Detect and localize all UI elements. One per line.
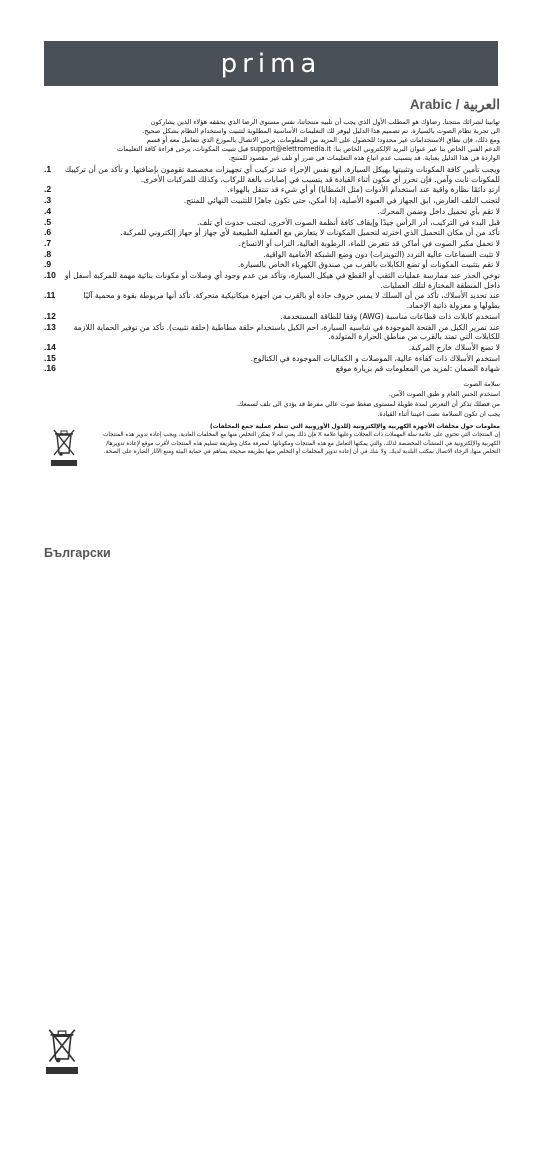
item-text: قبل البدء في التركيب، أدر الرأس جيدًا وإيقاف كافة أنظمة الصوت الأخرى، لتجنب حدوث أي تلف. [196, 217, 500, 227]
item-text: لا تقم بأي تحميل داخل وضمن المحرك. [377, 206, 500, 216]
safety-heading: سلامة الصوت [463, 380, 500, 389]
item-number: 12. [44, 310, 56, 321]
bottom-weee-icon-container [44, 1026, 80, 1074]
weee-bar [46, 1067, 78, 1074]
item-text: استخدم كابلات ذات قطاعات مناسبة (AWG) وفقا للطاقة المستخدمة. [280, 311, 500, 321]
weee-icon-container [44, 423, 84, 466]
item-text: لا تقم بتثبيت المكونات أو تضع الكابلات بالقرب من صندوق الكهرباء الخاص بالسيارة. [237, 260, 500, 270]
intro-line: الواردة في هذا الدليل بعناية. قد يتسبب عدم اتباع هذه التعليمات في ضرر أو تلف غير مقصود للمنتج. [228, 154, 500, 162]
item-text: استخدم الأسلاك ذات كفاءة عالية، الموصلات و الكماليات الموجودة في الكتالوج. [250, 353, 500, 363]
crossed-out-bin-icon [51, 427, 77, 457]
list-item [44, 354, 500, 364]
list-item [44, 343, 500, 353]
item-text: لتجنب التلف العارض، ابق الجهاز في العبوة الأصلية، إذا أمكن، حتى تكون جاهزًا للتثبيت النهائي للمنتج. [183, 196, 500, 206]
list-item [44, 196, 500, 206]
item-text: ارتدِ دائمًا نظارة واقية عند استخدام الأدوات (مثل الشظايا) أو أي شيء قد تنتقل بالهواء. [227, 185, 500, 195]
list-item [44, 323, 500, 342]
list-item [44, 364, 500, 374]
brand-header [44, 41, 498, 86]
list-item [44, 239, 500, 249]
weee-bar [51, 460, 77, 466]
brand-logo: prima [220, 48, 322, 79]
crossed-out-bin-icon [45, 1026, 79, 1064]
item-number: 15. [44, 352, 56, 363]
item-text: لا تضع الأسلاك خارج المركبة. [408, 342, 500, 352]
instruction-list [44, 165, 500, 374]
list-item [44, 218, 500, 228]
list-item [44, 312, 500, 322]
item-text: تأكد من أن مكان التحميل الذي اخترته لتحميل المكونات لا يتعارض مع العملية الطبيعية لأي جهاز أو جهاز إلكتروني للمركبة. [120, 228, 500, 238]
safety-line: يجب ان تكون السلامة نصب اعيننا أثناء القيادة. [377, 410, 500, 419]
list-item [44, 228, 500, 238]
item-number: 2. [44, 184, 52, 195]
intro-line: الدعم الفني الخاص بنا عبر عنوان البريد الإلكتروني الخاص بنا: support@elettromedia.it قبل تثبيت المكونات، يرجى قراءة كافة التعليمات [117, 145, 500, 153]
item-number: 7. [44, 237, 52, 248]
section-title-bulgarian: Български [44, 546, 111, 560]
item-number: 1. [44, 164, 52, 174]
item-text: لا تحمل مكبر الصوت في أماكن قد تتعرض للماء، الرطوبة العالية، التراب أو الاتساخ. [238, 238, 500, 248]
list-item [44, 260, 500, 270]
item-text: عند تمرير الكبل من الفتحة الموجودة في شاسيه السيارة، احم الكبل باستخدام حلقة مطاطية (حلقة تثبيت). تأكد من توفير الحماية اللازمة للكابلات التي تمتد بالقرب من مناطق الحرارة المتولدة. [73, 322, 500, 342]
list-item [44, 271, 500, 290]
item-number: 5. [44, 216, 52, 227]
item-number: 6. [44, 227, 52, 238]
item-text: توخي الحذر عند ممارسة عمليات الثقب أو القطع في هيكل السيارة، وتأكد من عدم وجود أي وصلات أو مكونات بنائية مهمة للمركبة أسفل أو داخل المنطقة المختارة لتلك العمليات. [64, 271, 500, 290]
item-number: 8. [44, 248, 52, 259]
list-item [44, 185, 500, 195]
item-number: 3. [44, 195, 52, 206]
item-number: 14. [44, 341, 56, 352]
item-number: 11. [44, 290, 56, 301]
weee-body: إن المنتجات التي تحتوي على علامة سلة المهملات ذات العجلات وعليها علامة X فإن ذلك يعني أنه لا يمكن التخلص منها مع المخلفات العادية. ويجب إعادة تدوير هذه المنتجات الكهربية والإلكترونية في المنشآت المخصصة لذلك، والتي يمكنها التعامل مع هذه المنتجات ومكوناتها. لمعرفة مكان وطريقة تسليم هذه المنتجات لأقرب موقع لإعادة تدويرها/ التخلص منها، الرجاء الاتصال بمكتب البلدية لديك. ولا شك في أن إعادة تدوير المخلفات أو التخلص منها بطريقة صحيحة يساهم في حماية البيئة ومنع الآثار الضارة على الصحة. [103, 432, 500, 456]
weee-title: معلومات حول مخلفات الأجهزة الكهربية والإلكترونية (للدول الأوروبية التي تنظم عملية جمع المخلفات) [209, 424, 500, 431]
item-number: 16. [44, 363, 56, 374]
weee-text-block [92, 423, 500, 457]
weee-notice [44, 423, 500, 466]
item-text: لا تثبت السماعات عالية التردد (التويترات) دون وضع الشبكة الأمامية الواقية. [263, 249, 500, 259]
intro-line: تهانينا لشرائك منتجنا. رضاؤك هو المطلب الأول الذي يجب أن نلبيه منتجاتنا، نفس مستوى الرضا الذي يحققه هؤلاء الذين يشاركون [150, 118, 500, 126]
item-text: شهادة الضمان :لمزيد من المعلومات قم بزيارة موقع [335, 364, 500, 374]
list-item [44, 291, 500, 310]
item-number: 10. [44, 270, 56, 281]
intro-paragraph [44, 118, 500, 163]
safety-line: من فضلك تذكر أن التعرض لمدة طويلة لمستوى ضغط صوت عالي مفرط قد يؤدي الى تلف لسمعك. [236, 400, 500, 409]
list-item [44, 250, 500, 260]
item-number: 4. [44, 205, 52, 216]
sound-safety-section [44, 379, 500, 419]
section-title-arabic: Arabic / العربية [409, 97, 500, 112]
item-text: عند تحديد الأسلاك، تأكد من أن السلك لا يمس حروف حادة أو بالقرب من أجهزة ميكانيكية متحركة. تأكد أنها مربوطة بقوة و محمية آليًا بطولها و معزولة ذاتية الإخماد. [83, 291, 500, 311]
list-item [44, 165, 500, 184]
intro-line: ومع ذلك، فإن نطاق الاستخدامات غير محدود؛ للحصول على المزيد من المعلومات، يرجى الاتصال بالموزع الذي تتعامل معه أو قسم [146, 136, 500, 144]
safety-line: استخدم الحس العام و طبق الصوت الآمن. [388, 390, 500, 399]
item-number: 9. [44, 259, 52, 270]
list-item [44, 207, 500, 217]
item-text: ويجب تأمين كافة المكونات وتثبيتها بهيكل السيارة. اتبع نفس الإجراء عند تركيب أي تجهيزات مخصصة تقومون بإضافتها. و تأكد من أن تركيبك للمكونات ثابت وآمن. فإن تحرر أي مكون أثناء القيادة قد يتسبب في إصابات بالغة للركاب، وكذلك للمركبات الأخرى. [64, 165, 500, 184]
item-number: 13. [44, 321, 56, 332]
intro-line: الى تجربة نظام الصوت بالسيارة. تم تصميم هذا الدليل ليوفر لك التعليمات الأساسية المطلوبة لتثبيت واستخدام النظام بشكل صحيح. [142, 127, 500, 135]
arabic-section [44, 118, 500, 466]
